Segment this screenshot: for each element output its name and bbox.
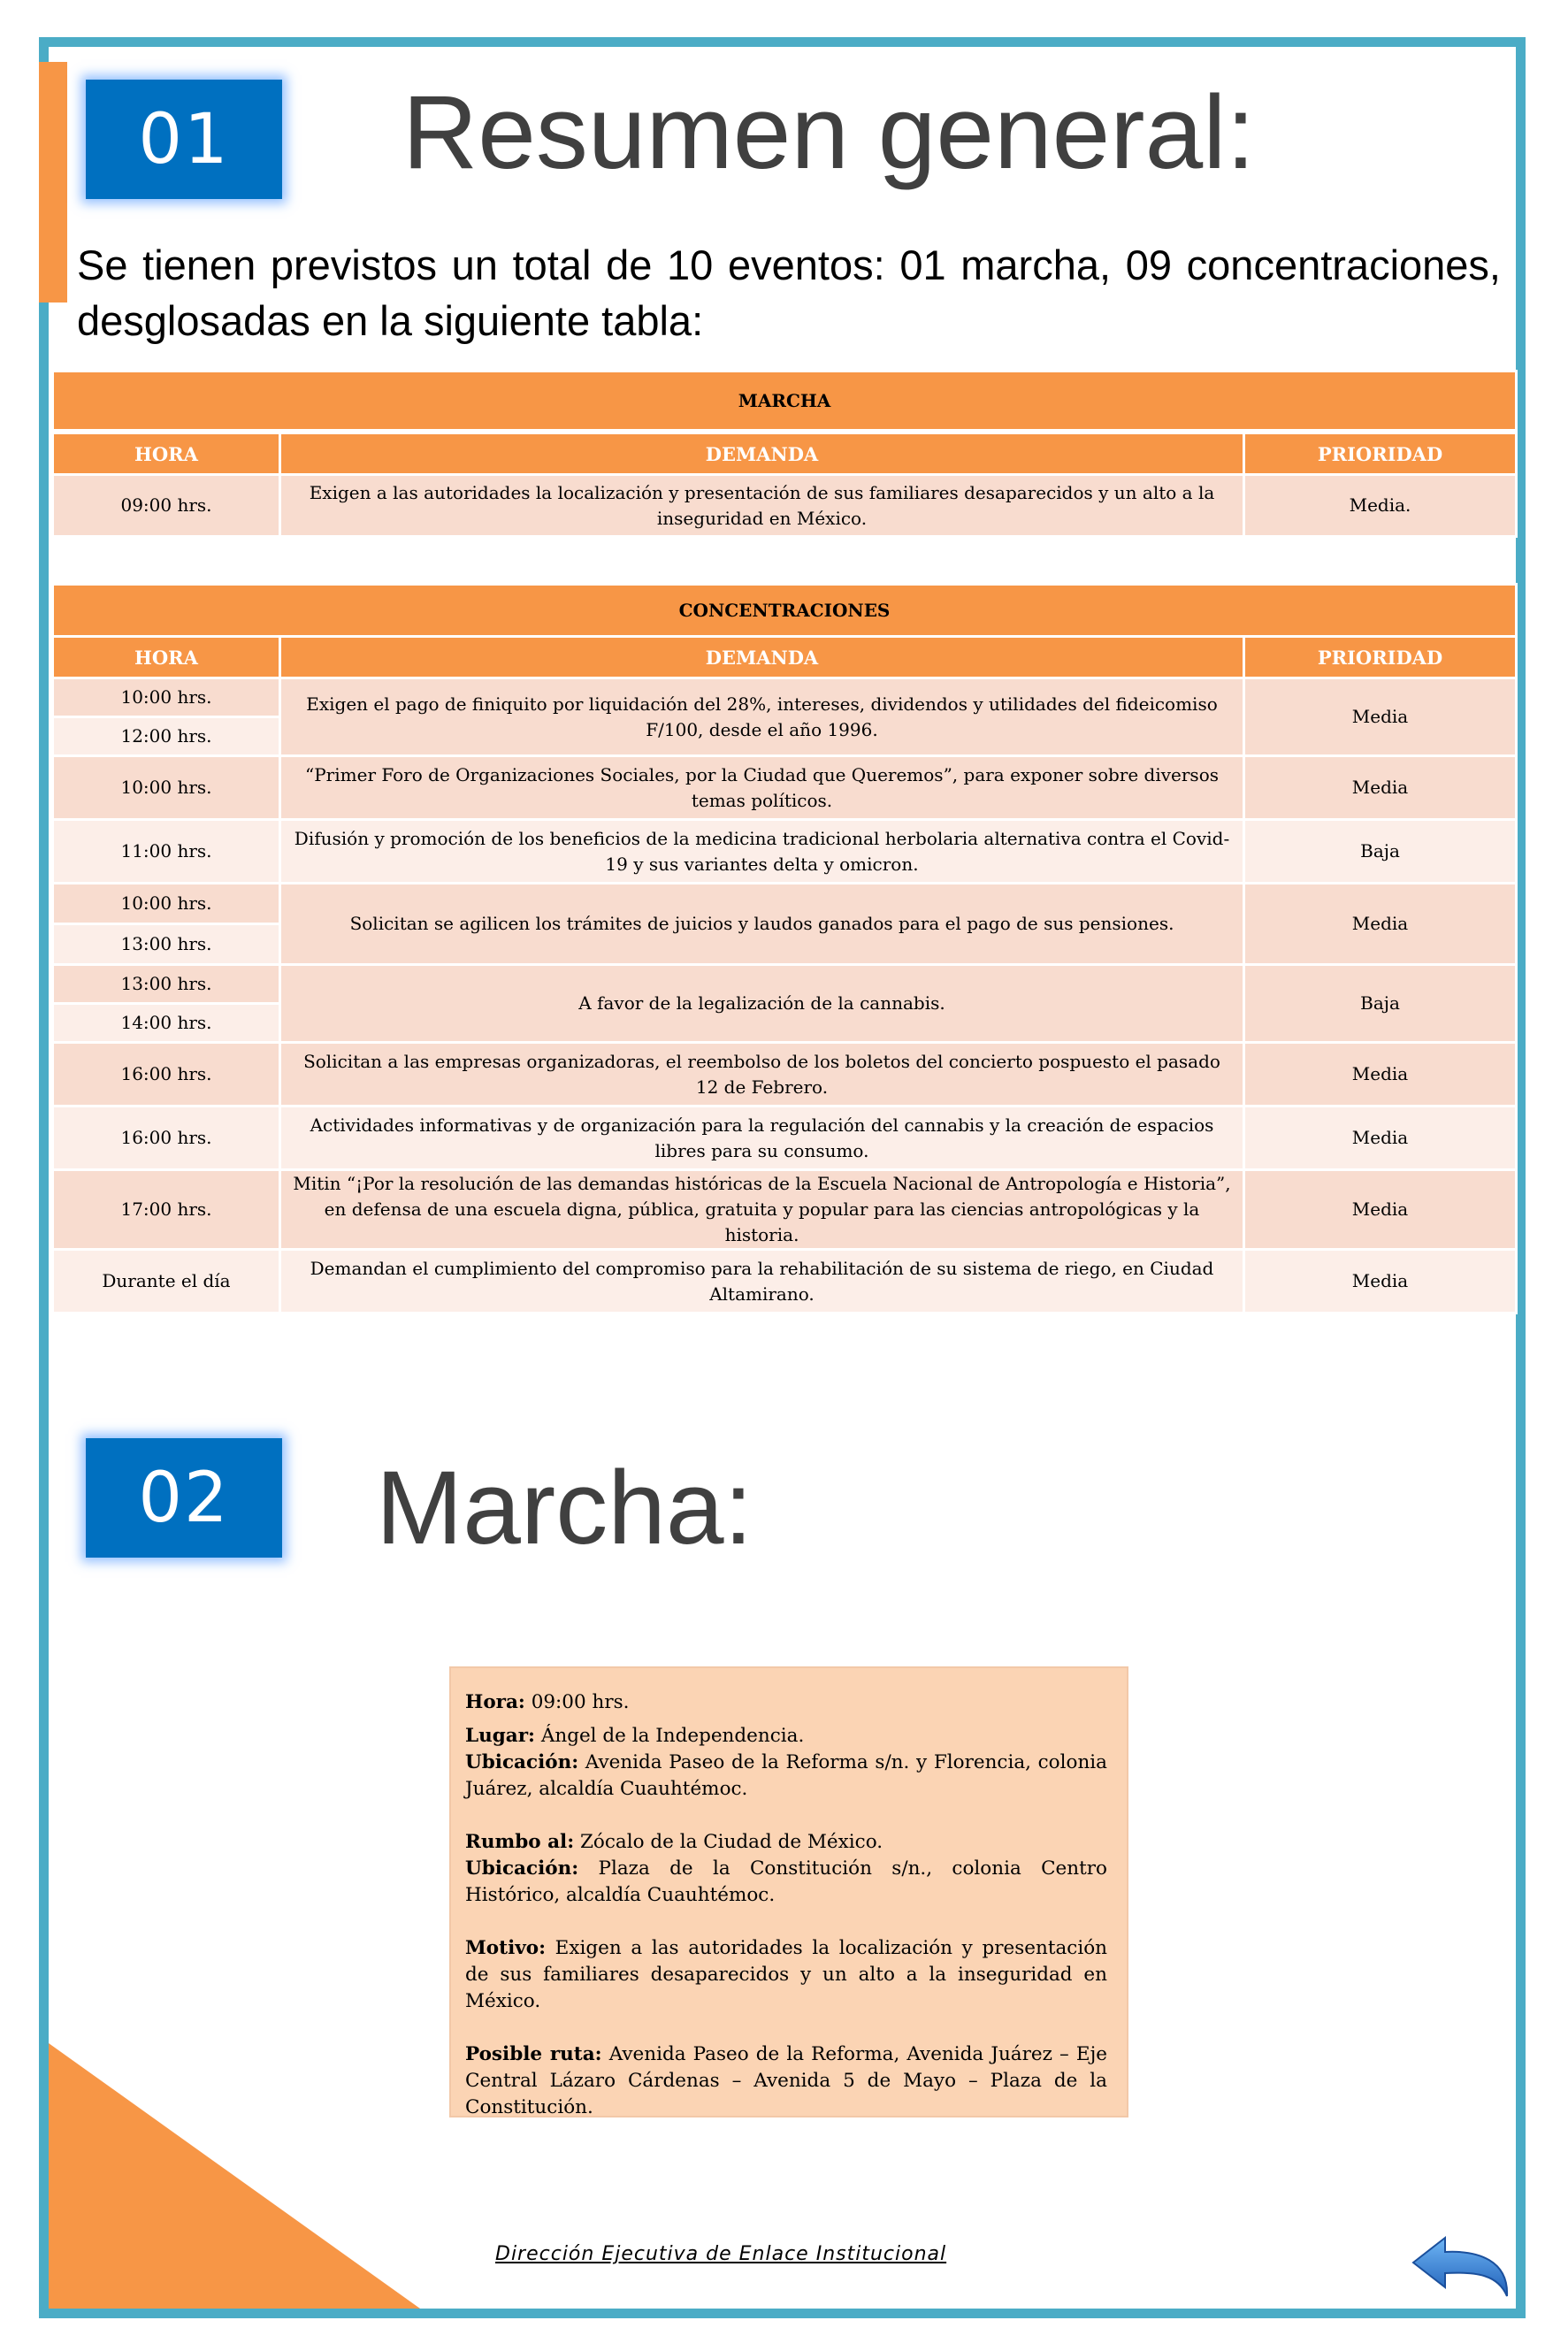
prioridad-cell: Media xyxy=(1244,756,1517,820)
demanda-cell: “Primer Foro de Organizaciones Sociales, por la Ciudad que Queremos”, para exponer sobre diversos temas políticos. xyxy=(280,756,1244,820)
table-row xyxy=(53,1043,1517,1107)
table-title: MARCHA xyxy=(53,371,1517,433)
hora-cell: 16:00 hrs. xyxy=(53,1043,280,1107)
prioridad-cell: Media xyxy=(1244,884,1517,965)
info-ruta: Posible ruta: Avenida Paseo de la Reforma, Avenida Juárez – Eje Central Lázaro Cárdenas – Avenida 5 de Mayo – Plaza de la Constitución. xyxy=(465,2043,1108,2118)
info-hora: Hora: 09:00 hrs. xyxy=(465,1691,630,1713)
page-title: Resumen general: xyxy=(402,74,1256,191)
hora-cell: 11:00 hrs. xyxy=(53,820,280,884)
demanda-cell: Solicitan se agilicen los trámites de juicios y laudos ganados para el pago de sus pensiones. xyxy=(280,884,1244,965)
accent-bar xyxy=(39,62,67,302)
column-header-hora: HORA xyxy=(53,432,280,475)
column-header-demanda: DEMANDA xyxy=(280,637,1244,678)
hora-cell: 13:00 hrs. xyxy=(53,924,280,965)
prioridad-cell: Media xyxy=(1244,1107,1517,1170)
info-ubicacion-origen: Ubicación: Avenida Paseo de la Reforma s/n. y Florencia, colonia Juárez, alcaldía Cuauhtémoc. xyxy=(465,1751,1107,1800)
column-header-prioridad: PRIORIDAD xyxy=(1244,637,1517,678)
demanda-cell: A favor de la legalización de la cannabis. xyxy=(280,965,1244,1043)
hora-cell: 12:00 hrs. xyxy=(53,717,280,756)
prioridad-cell: Baja xyxy=(1244,820,1517,884)
prioridad-cell: Media xyxy=(1244,1170,1517,1250)
hora-cell: Durante el día xyxy=(53,1250,280,1313)
info-ubicacion-destino: Ubicación: Plaza de la Constitución s/n., colonia Centro Histórico, alcaldía Cuauhtémoc. xyxy=(465,1857,1107,1906)
intro-text: Se tienen previstos un total de 10 eventos: 01 marcha, 09 concentraciones, desglosadas en la siguiente tabla: xyxy=(77,241,1501,344)
prioridad-cell: Baja xyxy=(1244,965,1517,1043)
hora-cell: 10:00 hrs. xyxy=(53,678,280,717)
table-row xyxy=(53,475,1517,537)
table-row xyxy=(53,1107,1517,1170)
prioridad-cell: Media xyxy=(1244,678,1517,756)
table-row xyxy=(53,1170,1517,1250)
info-motivo: Motivo: Exigen a las autoridades la localización y presentación de sus familiares desaparecidos y un alto a la inseguridad en México. xyxy=(465,1937,1107,2012)
column-header-prioridad: PRIORIDAD xyxy=(1244,432,1517,475)
demanda-cell: Exigen el pago de finiquito por liquidación del 28%, intereses, dividendos y utilidades del fideicomiso F/100, desde el año 1996. xyxy=(280,678,1244,756)
column-header-hora: HORA xyxy=(53,637,280,678)
back-arrow-icon[interactable] xyxy=(1410,2227,1516,2307)
prioridad-cell: Media. xyxy=(1244,475,1517,537)
table-row xyxy=(53,965,1517,1004)
footer-text: Dirección Ejecutiva de Enlace Institucional xyxy=(495,2243,947,2265)
column-header-demanda: DEMANDA xyxy=(280,432,1244,475)
prioridad-cell: Media xyxy=(1244,1250,1517,1313)
table-row xyxy=(53,884,1517,924)
demanda-cell: Demandan el cumplimiento del compromiso para la rehabilitación de su sistema de riego, en Ciudad Altamirano. xyxy=(280,1250,1244,1313)
demanda-cell: Exigen a las autoridades la localización y presentación de sus familiares desaparecidos y un alto a la inseguridad en México. xyxy=(280,475,1244,537)
hora-cell: 16:00 hrs. xyxy=(53,1107,280,1170)
demanda-cell: Mitin “¡Por la resolución de las demandas históricas de la Escuela Nacional de Antropología e Historia”, en defensa de una escuela digna, pública, gratuita y popular para las ciencias antropológicas y la historia. xyxy=(280,1170,1244,1250)
hora-cell: 10:00 hrs. xyxy=(53,756,280,820)
marcha-table xyxy=(51,370,1518,538)
hora-cell: 09:00 hrs. xyxy=(53,475,280,537)
table-row xyxy=(53,1250,1517,1313)
demanda-cell: Actividades informativas y de organización para la regulación del cannabis y la creación de espacios libres para su consumo. xyxy=(280,1107,1244,1170)
hora-cell: 13:00 hrs. xyxy=(53,965,280,1004)
table-row xyxy=(53,678,1517,717)
table-title: CONCENTRACIONES xyxy=(53,585,1517,637)
table-row xyxy=(53,820,1517,884)
prioridad-cell: Media xyxy=(1244,1043,1517,1107)
hora-cell: 14:00 hrs. xyxy=(53,1004,280,1043)
table-row xyxy=(53,756,1517,820)
demanda-cell: Difusión y promoción de los beneficios de la medicina tradicional herbolaria alternativa contra el Covid-19 y sus variantes delta y omicron. xyxy=(280,820,1244,884)
section-number-badge: 02 xyxy=(86,1438,282,1558)
section-title: Marcha: xyxy=(376,1450,753,1566)
marcha-info-box xyxy=(449,1666,1128,2117)
corner-decoration xyxy=(49,2043,420,2309)
section-number-badge: 01 xyxy=(86,80,282,199)
info-rumbo: Rumbo al: Zócalo de la Ciudad de México. xyxy=(465,1831,883,1853)
demanda-cell: Solicitan a las empresas organizadoras, el reembolso de los boletos del concierto pospuesto el pasado 12 de Febrero. xyxy=(280,1043,1244,1107)
hora-cell: 10:00 hrs. xyxy=(53,884,280,924)
concentraciones-table xyxy=(51,583,1518,1314)
info-lugar: Lugar: Ángel de la Independencia. xyxy=(465,1725,805,1747)
hora-cell: 17:00 hrs. xyxy=(53,1170,280,1250)
